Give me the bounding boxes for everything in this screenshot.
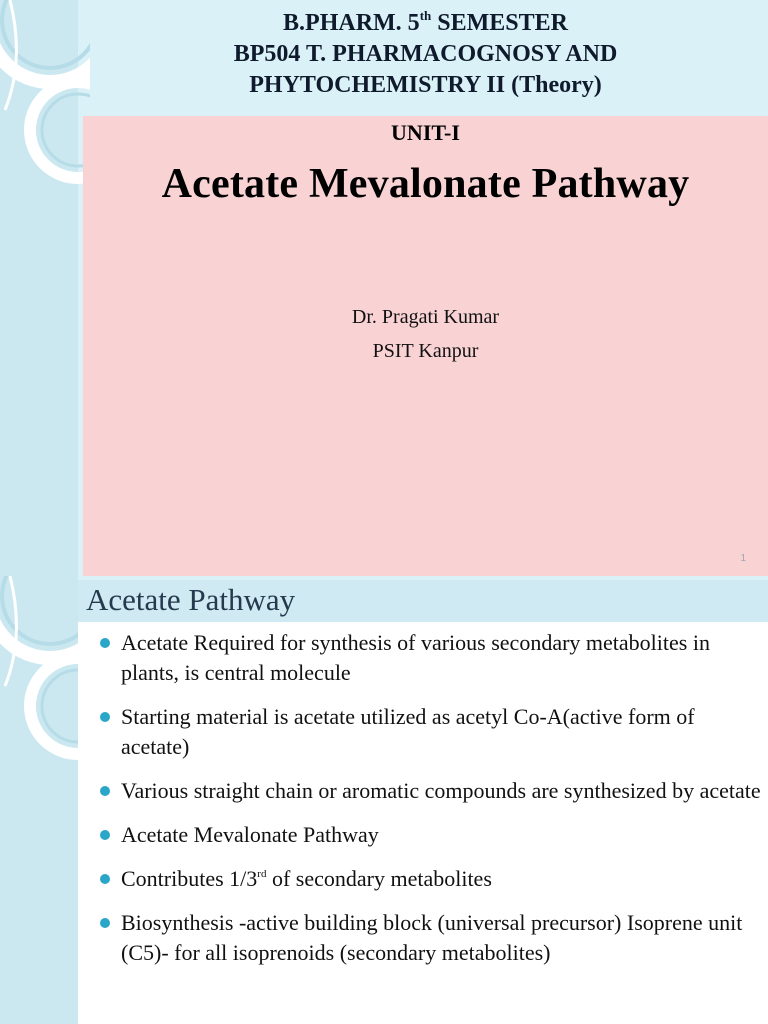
bullet-icon xyxy=(100,786,110,796)
slide-title: Acetate Pathway xyxy=(86,582,296,617)
list-item: Biosynthesis -active building block (universal precursor) Isoprene unit (C5)- for all isoprenoids (secondary metabolites) xyxy=(100,908,765,968)
unit-label: UNIT-I xyxy=(391,120,460,145)
course-header xyxy=(83,8,768,101)
list-item: Contributes 1/3rd of secondary metabolites xyxy=(100,864,765,894)
semester-line: B.PHARM. 5th SEMESTER xyxy=(283,8,568,36)
author-institution: PSIT Kanpur xyxy=(372,340,479,362)
decorative-circles-graphic xyxy=(0,0,90,576)
author-block xyxy=(83,300,768,368)
bullet-icon xyxy=(100,874,110,884)
content-slide xyxy=(0,576,768,1024)
list-item: Starting material is acetate utilized as acetyl Co-A(active form of acetate) xyxy=(100,702,765,762)
list-item: Acetate Required for synthesis of various secondary metabolites in plants, is central molecule xyxy=(100,628,765,688)
bullet-icon xyxy=(100,638,110,648)
slide-number: 1 xyxy=(740,553,746,564)
bullet-icon xyxy=(100,918,110,928)
bullet-icon xyxy=(100,712,110,722)
bullet-list xyxy=(100,628,765,982)
slide-title: Acetate Mevalonate Pathway xyxy=(161,161,690,207)
course-name-line: PHYTOCHEMISTRY II (Theory) xyxy=(249,72,602,98)
author-name: Dr. Pragati Kumar xyxy=(351,306,500,328)
bullet-icon xyxy=(100,830,110,840)
list-item: Acetate Mevalonate Pathway xyxy=(100,820,765,850)
list-item: Various straight chain or aromatic compounds are synthesized by acetate xyxy=(100,776,765,806)
course-code-line: BP504 T. PHARMACOGNOSY AND xyxy=(233,41,618,67)
decorative-circles-graphic xyxy=(0,576,90,1024)
